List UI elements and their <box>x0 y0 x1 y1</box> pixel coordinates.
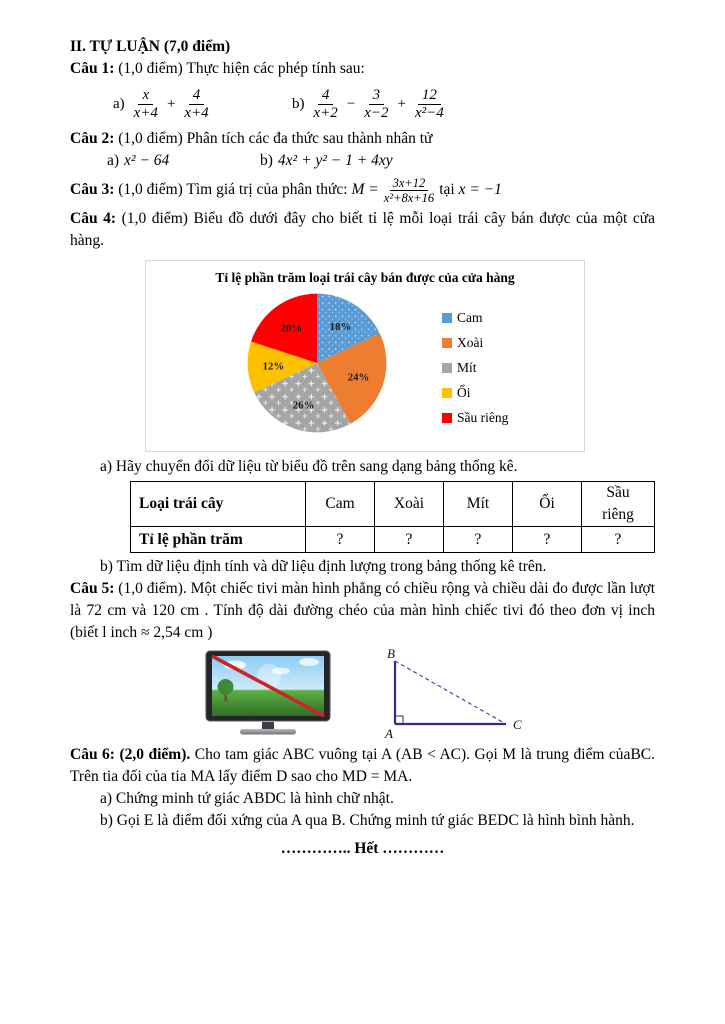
item-a-lead: a) <box>113 96 125 112</box>
plus-operator: + <box>397 96 406 112</box>
document-content <box>70 36 655 860</box>
cau2-expression-b: b) 4x² + y² − 1 + 4xy <box>260 152 393 169</box>
cau5-text: (1,0 điểm). Một chiếc tivi màn hình phẳng có chiều rộng và chiều dài đo được lần lượt là 72 cm và 120 cm . Tính độ dài đường chéo của màn hình chiếc tivi đó theo đơn vị inch (biết l inch ≈ 2,54 cm ) <box>70 580 655 641</box>
cau1-text: (1,0 điểm) Thực hiện các phép tính sau: <box>118 60 365 77</box>
table-cell: Sầu riêng <box>582 482 655 527</box>
table-row <box>131 482 655 527</box>
table-row-header: Tỉ lệ phần trăm <box>131 527 306 553</box>
hypotenuse-bc <box>395 661 506 724</box>
cau4-label: Câu 4: <box>70 210 117 227</box>
legend-label: Cam <box>457 310 483 325</box>
cau1-expression-b <box>292 87 448 122</box>
pie-chart <box>242 288 392 438</box>
fraction: $\frac{3}{x-2}$ <box>364 86 389 121</box>
cau2-expressions <box>70 150 655 172</box>
end-marker: ………….. Hết ………… <box>280 840 445 857</box>
cau3-m-equals: M = <box>351 181 379 198</box>
cau1-expression-a <box>113 87 292 122</box>
legend-label: Sầu riêng <box>457 410 509 425</box>
cau2-paragraph <box>70 128 655 150</box>
cau1-expressions <box>70 80 655 128</box>
legend-item-Mít <box>442 360 508 375</box>
legend-label: Ổi <box>457 385 471 400</box>
legend-item-Cam <box>442 310 508 325</box>
cau2-text: (1,0 điểm) Phân tích các đa thức sau thành nhân tử <box>118 130 433 147</box>
cau2-label: Câu 2: <box>70 130 115 147</box>
cau4-paragraph <box>70 208 655 252</box>
pie-label-Mít: 26% <box>292 399 315 412</box>
vertex-label-a: A <box>385 726 393 741</box>
pie-label-Cam: 18% <box>329 320 352 333</box>
section-heading: II. TỰ LUẬN (7,0 điểm) <box>70 38 231 55</box>
pie-wrap <box>242 288 392 445</box>
table-row <box>131 527 655 553</box>
cau4-text: (1,0 điểm) Biểu đồ dưới đây cho biết tỉ lệ mỗi loại trái cây bán được của một cửa hàng. <box>70 210 656 249</box>
legend-label: Mít <box>457 360 477 375</box>
cau6-paragraph <box>70 744 655 788</box>
chart-body <box>146 286 584 445</box>
table-cell: Xoài <box>375 482 444 527</box>
legend-swatch-icon <box>442 388 452 398</box>
table-cell: Cam <box>306 482 375 527</box>
cau6-item-a: a) Chứng minh tứ giác ABDC là hình chữ nhật. <box>100 790 394 807</box>
tv-image <box>203 650 333 742</box>
legend-swatch-icon <box>442 413 452 423</box>
table-cell: ? <box>444 527 513 553</box>
fraction: $\frac{12}{\text{x²−4}}$ <box>415 86 444 121</box>
table-cell: Mít <box>444 482 513 527</box>
vertex-label-c: C <box>513 717 522 732</box>
right-angle-marker <box>395 716 403 724</box>
cau6-text: Cho tam giác ABC vuông tại A (AB < AC). Gọi M là trung điểm củaBC. Trên tia đối của tia MA lấy điểm D sao cho MD = MA. <box>70 746 655 785</box>
pie-chart-panel <box>145 260 585 452</box>
cau3-text: (1,0 điểm) Tìm giá trị của phân thức: <box>118 181 348 198</box>
cau1-label: Câu 1: <box>70 60 115 77</box>
cau4-item-a: a) Hãy chuyển đổi dữ liệu từ biểu đồ trên sang dạng bảng thống kê. <box>100 458 518 475</box>
table-cell: ? <box>375 527 444 553</box>
cau5-paragraph <box>70 578 655 644</box>
cau4-item-b: b) Tìm dữ liệu định tính và dữ liệu định lượng trong bảng thống kê trên. <box>100 558 547 575</box>
cau3-tail: tại <box>439 181 455 198</box>
pie-label-Xoài: 24% <box>347 371 370 384</box>
table-cell: ? <box>513 527 582 553</box>
cau3-tail-math: x = −1 <box>458 181 502 198</box>
fraction: $\frac{x}{x+4}$ <box>133 86 158 121</box>
triangle-figure <box>368 646 528 744</box>
legend-swatch-icon <box>442 338 452 348</box>
legend-label: Xoài <box>457 335 484 350</box>
plus-operator: + <box>166 96 176 112</box>
cau2-expression-a: a) x² − 64 <box>107 152 170 169</box>
pie-label-Sầu riêng: 20% <box>280 322 303 335</box>
cau3-label: Câu 3: <box>70 181 115 198</box>
minus-operator: − <box>346 96 356 112</box>
pie-label-Ổi: 12% <box>262 360 285 373</box>
vertex-label-b: B <box>387 646 395 661</box>
cau5-label: Câu 5: <box>70 580 115 597</box>
cau5-figures <box>70 646 655 744</box>
cau6-item-b: b) Gọi E là điểm đối xứng của A qua B. Chứng minh tứ giác BEDC là hình bình hành. <box>100 812 635 829</box>
item-b-lead: b) <box>292 96 305 112</box>
cau3-paragraph <box>70 172 655 208</box>
table-cell: ? <box>582 527 655 553</box>
cau3-fraction: $\frac{3x+12}{\text{x²+8x+16}}$ <box>383 175 435 205</box>
chart-legend <box>442 286 508 445</box>
table-cell: Ổi <box>513 482 582 527</box>
cau1-paragraph <box>70 58 655 80</box>
table-cell: ? <box>306 527 375 553</box>
statistics-table <box>130 481 655 553</box>
legend-swatch-icon <box>442 313 452 323</box>
table-row-header: Loại trái cây <box>131 482 306 527</box>
chart-title: Tỉ lệ phần trăm loại trái cây bán được của cửa hàng <box>215 270 515 285</box>
legend-item-Sầu riêng <box>442 410 508 425</box>
legend-swatch-icon <box>442 363 452 373</box>
cau6-label: Câu 6: (2,0 điểm). <box>70 746 191 763</box>
legend-item-Xoài <box>442 335 508 350</box>
fraction: $\frac{4}{x+2}$ <box>313 86 338 121</box>
tree <box>218 679 234 695</box>
legend-item-Ổi <box>442 385 508 400</box>
fraction: $\frac{4}{x+4}$ <box>184 86 209 121</box>
